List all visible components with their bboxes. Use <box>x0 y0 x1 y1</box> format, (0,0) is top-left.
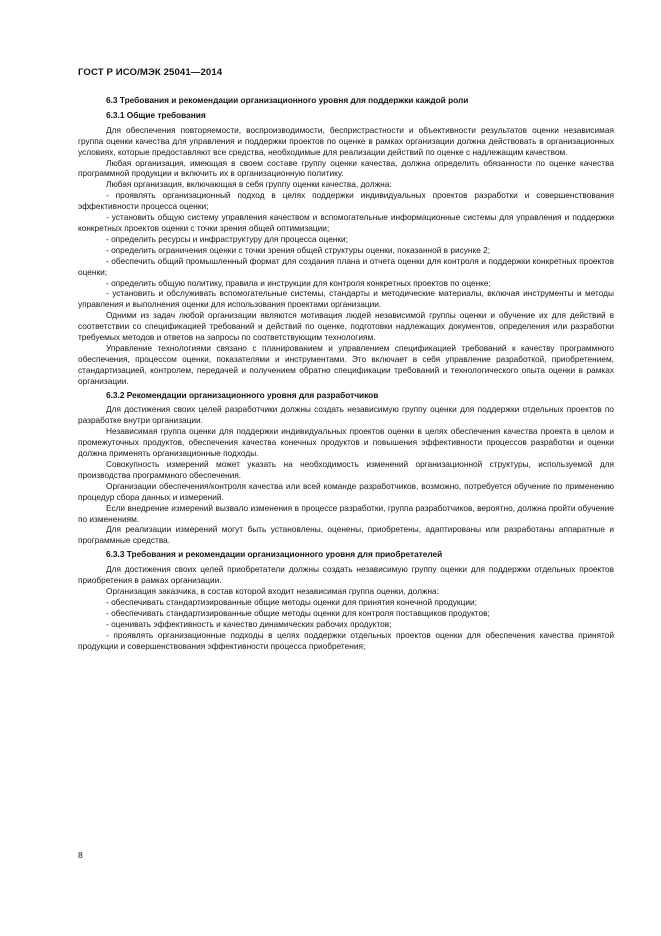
list-item: - установить общую систему управления качеством и вспомогательные информационные системы для управления и поддержки конкретных проектов оценки с точки зрения общей оптимизации; <box>78 212 614 233</box>
paragraph: Независимая группа оценки для поддержки индивидуальных проектов оценки в целях обеспечения качества проекта в целом и промежуточных продуктов, обеспечения качества конечных продуктов и повышения эффективности процессов разработки и оценки должна применять организационные подходы. <box>78 426 614 459</box>
paragraph: Для достижения своих целей разработчики должны создать независимую группу оценки для поддержки отдельных проектов по разработке внутри организации. <box>78 404 614 426</box>
paragraph: Любая организация, включающая в себя группу оценки качества, должна: <box>106 179 392 190</box>
list-item: - оценивать эффективность и качество динамических рабочих продуктов; <box>106 618 392 629</box>
paragraph: Для достижения своих целей приобретатели должны создать независимую группу оценки для поддержки отдельных проектов приобретения в рамках организации. <box>78 564 614 586</box>
paragraph: Любая организация, имеющая в своем составе группу оценки качества, должна определить обязанности по оценке качества программной продукции и включить их в организационную политику. <box>78 157 614 179</box>
paragraph: Для реализации измерений могут быть установлены, оценены, приобретены, адаптированы или разработаны аппаратные и программные средства. <box>78 524 614 546</box>
paragraph: Одними из задач любой организации являются мотивация людей независимой группы оценки и обучение их для действий в соответствии со спецификацией требований и действий по оценке, подготовки надлежащих документов, определения или разработки требуемых методов и ответов на запросы по соответствующим технологиям. <box>78 310 614 343</box>
page-number: 8 <box>78 850 83 860</box>
list-item: - проявлять организационный подход в целях поддержки индивидуальных проектов разработки и совершенствования эффективности процесса оценки; <box>78 190 614 212</box>
section-6-3-heading: 6.3 Требования и рекомендации организационного уровня для поддержки каждой роли <box>106 95 469 105</box>
paragraph: Для обеспечения повторяемости, воспроизводимости, беспристрастности и объективности результатов оценки независимая группа оценки качества для управления и поддержки проектов по оценке в рамках организации должна действовать в организационных условиях, которые предоставляют все средства, необходимые для реализации действий по оценке с надлежащим качеством. <box>78 124 614 157</box>
paragraph: Организация заказчика, в состав которой входит независимая группа оценки, должна: <box>106 585 439 596</box>
list-item: - обеспечивать стандартизированные общие методы оценки для контроля поставщиков продуктов; <box>106 607 490 618</box>
section-6-3-2-heading: 6.3.2 Рекомендации организационного уровня для разработчиков <box>106 389 379 400</box>
paragraph: Совокупность измерений может указать на необходимость изменений организационной структуры, используемой для производства программного обеспечения. <box>78 459 614 480</box>
paragraph: Управление технологиями связано с планированием и управлением спецификацией требований к качеству программного обеспечения, процессом оценки, показателями и инструментами. Это включает в себя управление разработкой, приобретением, стандартизацией, контролем, передачей и получением обратно спецификации требований и технологического опыта оценки в рамках организации. <box>78 342 614 386</box>
document-header: ГОСТ Р ИСО/МЭК 25041—2014 <box>78 67 223 78</box>
list-item: - проявлять организационные подходы в целях поддержки отдельных проектов оценки для обеспечения качества принятой продукции и совершенствования эффективности процесса приобретения; <box>78 629 614 651</box>
paragraph: Если внедрение измерений вызвало изменения в процессе разработки, группа разработчиков, вероятно, должна пройти обучение по изменениям. <box>78 502 614 524</box>
list-item: - обеспечить общий промышленный формат для создания плана и отчета оценки для контроля и поддержки конкретных проектов оценки; <box>78 255 614 277</box>
paragraph: Организации обеспечения/контроля качества или всей команде разработчиков, возможно, потребуется обучение по применению процедур сбора данных и измерений. <box>78 480 614 502</box>
list-item: - определить общую политику, правила и инструкции для контроля конкретных проектов по оценке; <box>106 277 491 288</box>
list-item: - установить и обслуживать вспомогательные системы, стандарты и методические материалы, включая инструменты и методы управления и выполнения оценки для использования проектами организации. <box>78 288 614 310</box>
list-item: - обеспечивать стандартизированные общие методы оценки для принятия конечной продукции; <box>106 596 477 607</box>
section-6-3-3-heading: 6.3.3 Требования и рекомендации организационного уровня для приобретателей <box>106 549 443 560</box>
list-item: - определить ограничения оценки с точки зрения общей структуры оценки, показанной в рисунке 2; <box>106 244 491 255</box>
section-6-3-1-heading: 6.3.1 Общие требования <box>106 109 206 120</box>
list-item: - определить ресурсы и инфраструктуру для процесса оценки; <box>106 233 348 244</box>
document-body <box>78 95 614 651</box>
